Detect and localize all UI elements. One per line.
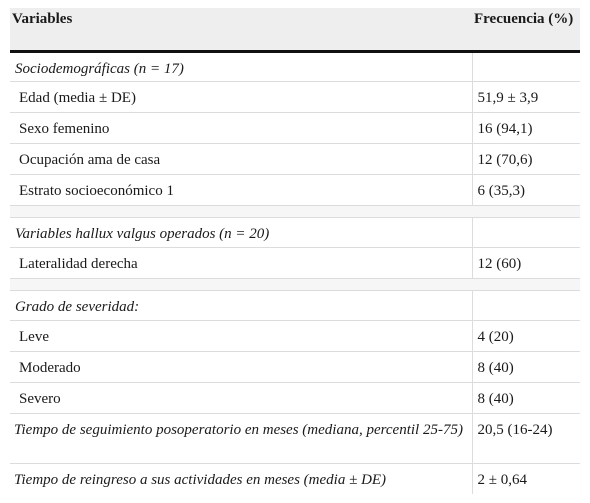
spacer-row xyxy=(10,206,580,218)
row-value: 16 (94,1) xyxy=(472,113,580,144)
row-value: 12 (60) xyxy=(472,248,580,279)
header-variables: Variables xyxy=(10,8,472,52)
table-row xyxy=(10,464,580,494)
table-row xyxy=(10,175,580,206)
spacer-row xyxy=(10,279,580,291)
section-row xyxy=(10,291,580,321)
table-row xyxy=(10,248,580,279)
row-value-seguimiento: 20,5 (16-24) xyxy=(472,414,580,464)
row-value: 4 (20) xyxy=(472,321,580,352)
row-label: Estrato socioeconómico 1 xyxy=(10,175,472,206)
row-value: 8 (40) xyxy=(472,352,580,383)
row-label: Leve xyxy=(10,321,472,352)
section-empty-cell xyxy=(472,291,580,321)
section-row xyxy=(10,52,580,82)
row-value: 51,9 ± 3,9 xyxy=(472,82,580,113)
row-label: Ocupación ama de casa xyxy=(10,144,472,175)
section-empty-cell xyxy=(472,52,580,82)
table-row xyxy=(10,352,580,383)
section-title-socio: Sociodemográficas (n = 17) xyxy=(10,52,472,82)
row-value: 6 (35,3) xyxy=(472,175,580,206)
header-frecuencia: Frecuencia (%) xyxy=(472,8,580,52)
row-label-seguimiento: Tiempo de seguimiento posoperatorio en meses (mediana, percentil 25-75) xyxy=(10,414,472,464)
row-label: Edad (media ± DE) xyxy=(10,82,472,113)
row-label: Lateralidad derecha xyxy=(10,248,472,279)
table-row xyxy=(10,321,580,352)
table-row xyxy=(10,414,580,464)
table-row xyxy=(10,82,580,113)
section-title-hallux: Variables hallux valgus operados (n = 20) xyxy=(10,218,472,248)
table-row xyxy=(10,113,580,144)
table-header-row xyxy=(10,8,580,52)
section-empty-cell xyxy=(472,218,580,248)
section-row xyxy=(10,218,580,248)
section-title-grado: Grado de severidad: xyxy=(10,291,472,321)
results-table xyxy=(10,8,580,494)
table-row xyxy=(10,144,580,175)
row-label-reingreso: Tiempo de reingreso a sus actividades en meses (media ± DE) xyxy=(14,472,387,488)
row-label: Sexo femenino xyxy=(10,113,472,144)
row-label: Severo xyxy=(10,383,472,414)
row-value-reingreso: 2 ± 0,64 xyxy=(472,464,580,494)
table-row xyxy=(10,383,580,414)
row-value: 12 (70,6) xyxy=(472,144,580,175)
row-label: Moderado xyxy=(10,352,472,383)
row-value: 8 (40) xyxy=(472,383,580,414)
